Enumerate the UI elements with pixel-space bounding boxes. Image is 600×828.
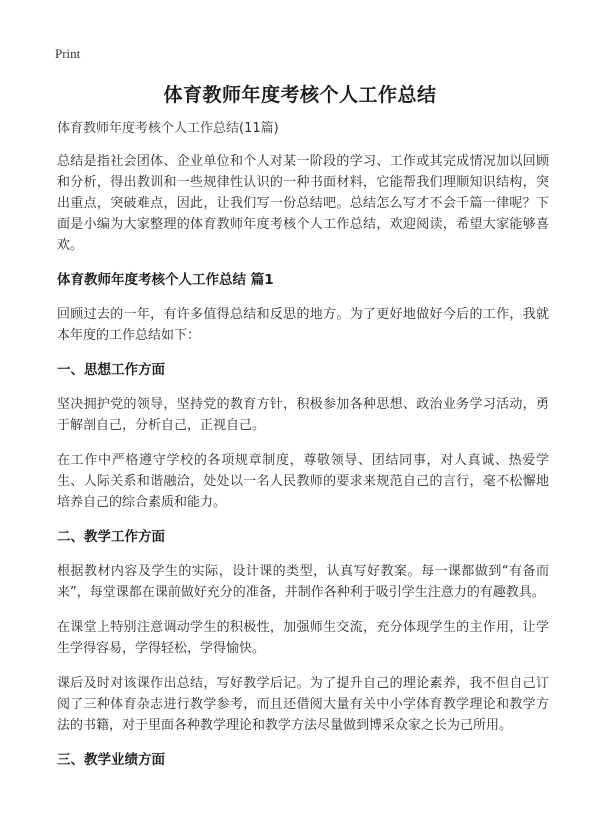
paragraph-teaching-2: 在课堂上特别注意调动学生的积极性，加强师生交流，充分体现学生的主作用，让学生学得容易，学得轻松，学得愉快。	[57, 620, 549, 656]
section-title: 体育教师年度考核个人工作总结 篇1	[57, 272, 274, 288]
print-link[interactable]: Print	[55, 46, 81, 61]
paragraph-teaching-1: 根据教材内容及学生的实际，设计课的类型，认真写好教案。每一课都做到“有备而来”，每堂课都在课前做好充分的准备，并制作各种利于吸引学生注意力的有趣教具。	[57, 564, 549, 600]
heading-ideology: 一、思想工作方面	[57, 362, 165, 378]
paragraph-ideology-1: 坚决拥护党的领导，坚持党的教育方针，积极参加各种思想、政治业务学习活动，勇于解剖自己，分析自己，正视自己。	[57, 397, 549, 433]
intro-paragraph: 总结是指社会团体、企业单位和个人对某一阶段的学习、工作或其完成情况加以回顾和分析，得出教训和一些规律性认识的一种书面材料，它能帮我们理顺知识结构，突出重点，突破难点，因此，让我们写一份总结吧。总结怎么写才不会千篇一律呢？下面是小编为大家整理的体育教师年度考核个人工作总结，欢迎阅读，希望大家能够喜欢。	[57, 154, 549, 253]
heading-teaching: 二、教学工作方面	[57, 529, 165, 545]
paragraph-ideology-2: 在工作中严格遵守学校的各项规章制度，尊敬领导、团结同事，对人真诚、热爱学生、人际关系和谐融洽，处处以一名人民教师的要求来规范自己的言行，毫不松懈地培养自己的综合素质和能力。	[57, 453, 549, 510]
paragraph-teaching-3: 课后及时对该课作出总结，写好教学后记。为了提升自己的理论素养，我不但自己订阅了三种体育杂志进行教学参考，而且还借阅大量有关中小学体育教学理论和教学方法的书籍，对于里面各种教学理论和教学方法尽量做到博采众家之长为己所用。	[57, 676, 549, 733]
document-subtitle: 体育教师年度考核个人工作总结(11篇)	[57, 121, 279, 136]
page-title: 体育教师年度考核个人工作总结	[163, 84, 437, 106]
opening-paragraph: 回顾过去的一年，有许多值得总结和反思的地方。为了更好地做好今后的工作，我就本年度的工作总结如下：	[57, 307, 549, 343]
heading-performance: 三、教学业绩方面	[57, 752, 165, 768]
document-body	[57, 120, 549, 784]
